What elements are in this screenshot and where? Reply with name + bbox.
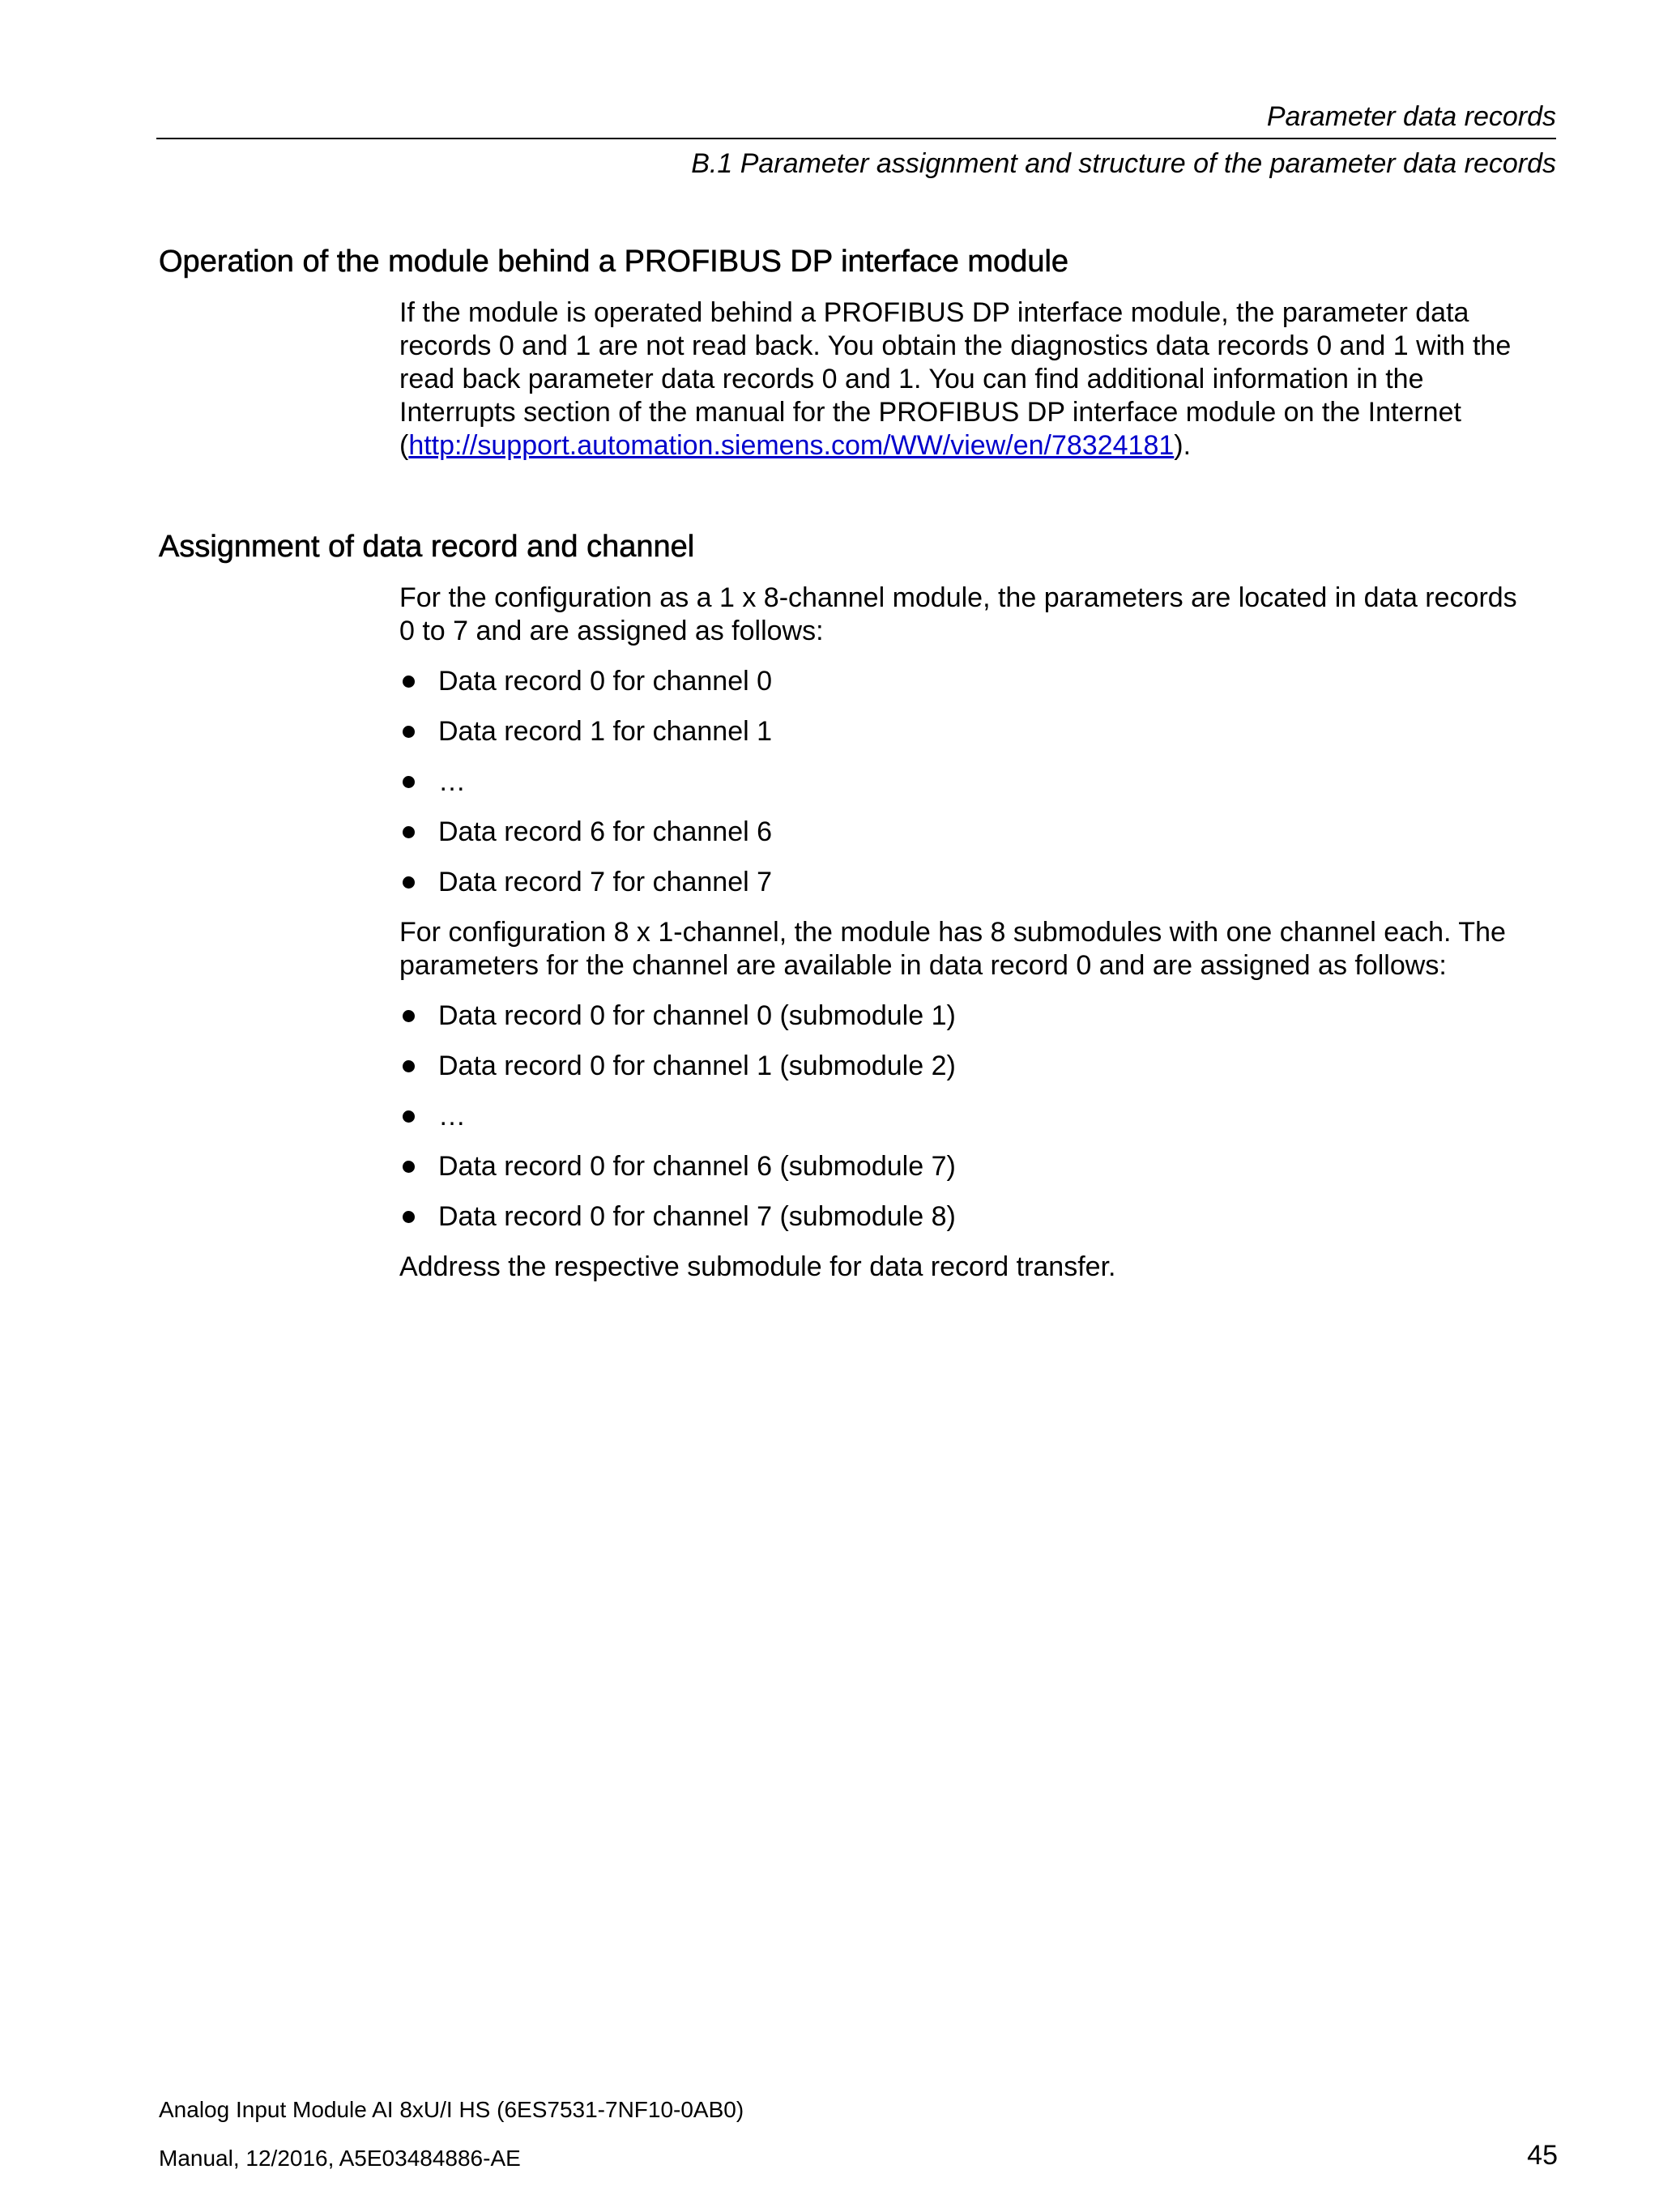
list-item: Data record 1 for channel 1 xyxy=(399,715,1558,748)
list-item: … xyxy=(399,1100,1558,1133)
paragraph-line: 0 to 7 and are assigned as follows: xyxy=(399,616,824,646)
header-rule xyxy=(156,138,1556,139)
section-profibus-body xyxy=(399,296,1558,462)
header-section-title: B.1 Parameter assignment and structure of the parameter data records xyxy=(691,148,1556,179)
bullet-icon xyxy=(403,1110,415,1123)
footer-manual-info: Manual, 12/2016, A5E03484886-AE xyxy=(159,2146,521,2171)
data-record-list-8x1 xyxy=(399,999,1558,1234)
intro-paragraph xyxy=(399,582,1558,648)
paragraph-line: read back parameter data records 0 and 1. You can find additional information in the xyxy=(399,364,1424,394)
data-record-list-1x8 xyxy=(399,665,1558,899)
list-item: Data record 0 for channel 6 (submodule 7) xyxy=(399,1150,1558,1183)
paragraph-line: If the module is operated behind a PROFIBUS DP interface module, the parameter data xyxy=(399,297,1469,328)
section-heading-profibus: Operation of the module behind a PROFIBUS DP interface module xyxy=(159,245,1069,279)
bullet-icon xyxy=(403,1010,415,1022)
list-item: Data record 0 for channel 0 xyxy=(399,665,1558,698)
profibus-paragraph xyxy=(399,296,1558,462)
closing-paragraph: Address the respective submodule for data record transfer. xyxy=(399,1251,1116,1282)
bullet-icon xyxy=(403,1161,415,1173)
running-header xyxy=(156,99,1556,181)
bullet-icon xyxy=(403,1211,415,1223)
bullet-icon xyxy=(403,776,415,788)
middle-paragraph xyxy=(399,916,1558,982)
paragraph-line: For configuration 8 x 1-channel, the module has 8 submodules with one channel each. The xyxy=(399,917,1506,948)
bullet-icon xyxy=(403,726,415,738)
header-chapter-title: Parameter data records xyxy=(1266,101,1556,132)
siemens-support-link[interactable]: http://support.automation.siemens.com/WW/view/en/78324181 xyxy=(408,430,1175,461)
list-item: Data record 6 for channel 6 xyxy=(399,816,1558,849)
list-item: … xyxy=(399,765,1558,799)
paragraph-line: Interrupts section of the manual for the PROFIBUS DP interface module on the Internet xyxy=(399,397,1461,428)
bullet-icon xyxy=(403,1060,415,1072)
bullet-icon xyxy=(403,826,415,838)
page-number: 45 xyxy=(1527,2140,1558,2171)
list-item: Data record 0 for channel 1 (submodule 2) xyxy=(399,1050,1558,1083)
link-close-paren: ). xyxy=(1174,430,1192,461)
list-item: Data record 0 for channel 7 (submodule 8) xyxy=(399,1200,1558,1234)
bullet-icon xyxy=(403,676,415,688)
paragraph-line: For the configuration as a 1 x 8-channel module, the parameters are located in data records xyxy=(399,582,1517,613)
footer-document-title: Analog Input Module AI 8xU/I HS (6ES7531-7NF10-0AB0) xyxy=(159,2097,744,2122)
section-heading-assignment: Assignment of data record and channel xyxy=(159,530,695,564)
link-open-paren: ( xyxy=(399,430,409,461)
section-assignment-body xyxy=(399,582,1558,1284)
list-item: Data record 7 for channel 7 xyxy=(399,866,1558,899)
bullet-icon xyxy=(403,876,415,889)
paragraph-line: records 0 and 1 are not read back. You obtain the diagnostics data records 0 and 1 with the xyxy=(399,330,1512,361)
paragraph-line: parameters for the channel are available in data record 0 and are assigned as follows: xyxy=(399,950,1447,981)
list-item: Data record 0 for channel 0 (submodule 1) xyxy=(399,999,1558,1033)
